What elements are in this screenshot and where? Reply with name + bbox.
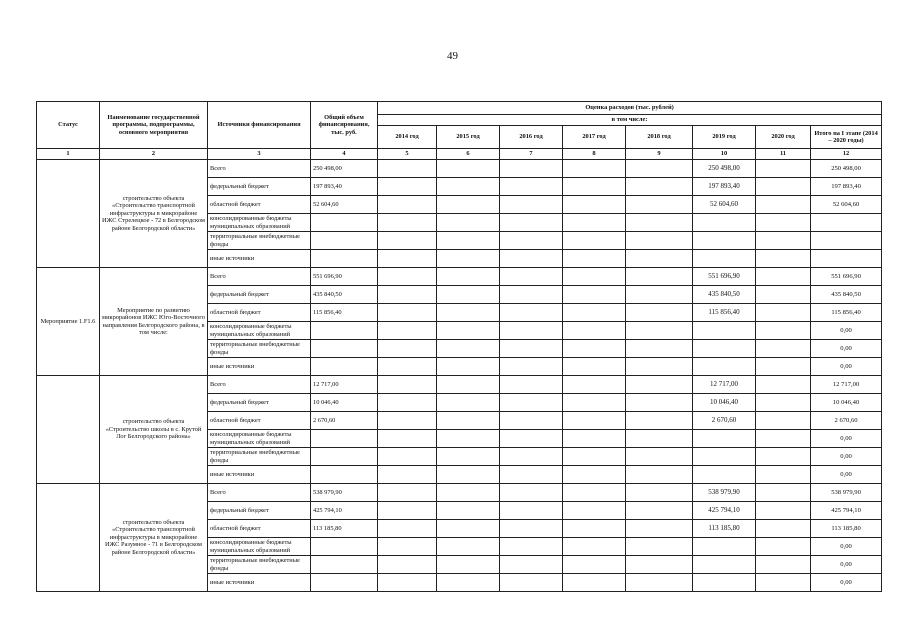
year-value-cell bbox=[626, 214, 693, 232]
year-2020-value-cell bbox=[756, 196, 811, 214]
year-value-cell bbox=[500, 430, 563, 448]
year-value-cell bbox=[437, 268, 500, 286]
stage-total-cell: 52 604,60 bbox=[811, 196, 882, 214]
year-value-cell bbox=[378, 160, 437, 178]
year-2019-value-cell: 12 717,00 bbox=[693, 376, 756, 394]
funding-source-cell: Всего bbox=[208, 268, 311, 286]
year-value-cell bbox=[378, 448, 437, 466]
year-value-cell bbox=[378, 196, 437, 214]
column-number: 12 bbox=[811, 149, 882, 160]
year-value-cell bbox=[500, 574, 563, 592]
funding-source-cell: областной бюджет bbox=[208, 412, 311, 430]
year-2019-value-cell bbox=[693, 250, 756, 268]
total-funding-cell bbox=[311, 448, 378, 466]
year-value-cell bbox=[500, 268, 563, 286]
funding-source-cell: территориальные внебюджетные фонды bbox=[208, 232, 311, 250]
funding-source-cell: Всего bbox=[208, 484, 311, 502]
year-value-cell bbox=[378, 502, 437, 520]
year-value-cell bbox=[563, 466, 626, 484]
year-value-cell bbox=[378, 574, 437, 592]
year-value-cell bbox=[437, 322, 500, 340]
year-2020-value-cell bbox=[756, 484, 811, 502]
year-value-cell bbox=[626, 394, 693, 412]
year-value-cell bbox=[378, 466, 437, 484]
header-total: Общий объем финансирования, тыс. руб. bbox=[311, 102, 378, 149]
year-value-cell bbox=[563, 358, 626, 376]
year-2020-value-cell bbox=[756, 394, 811, 412]
header-estimate: Оценка расходов (тыс. рублей) bbox=[378, 102, 882, 115]
year-value-cell bbox=[626, 538, 693, 556]
total-funding-cell: 2 670,60 bbox=[311, 412, 378, 430]
year-2020-value-cell bbox=[756, 376, 811, 394]
column-number: 7 bbox=[500, 149, 563, 160]
year-value-cell bbox=[437, 484, 500, 502]
year-value-cell bbox=[378, 250, 437, 268]
year-value-cell bbox=[563, 232, 626, 250]
year-value-cell bbox=[500, 178, 563, 196]
year-2020-value-cell bbox=[756, 502, 811, 520]
column-number: 5 bbox=[378, 149, 437, 160]
total-funding-cell: 12 717,00 bbox=[311, 376, 378, 394]
status-cell bbox=[37, 160, 100, 268]
total-funding-cell: 250 498,00 bbox=[311, 160, 378, 178]
year-value-cell bbox=[563, 214, 626, 232]
year-value-cell bbox=[626, 160, 693, 178]
year-value-cell bbox=[500, 232, 563, 250]
year-2019-value-cell bbox=[693, 232, 756, 250]
column-number: 1 bbox=[37, 149, 100, 160]
year-2020-value-cell bbox=[756, 412, 811, 430]
year-value-cell bbox=[626, 448, 693, 466]
year-value-cell bbox=[626, 304, 693, 322]
header-stage-total: Итого на I этапе (2014 – 2020 годы) bbox=[811, 126, 882, 149]
year-value-cell bbox=[437, 520, 500, 538]
year-value-cell bbox=[437, 178, 500, 196]
funding-source-cell: федеральный бюджет bbox=[208, 502, 311, 520]
year-value-cell bbox=[500, 304, 563, 322]
total-funding-cell bbox=[311, 556, 378, 574]
year-value-cell bbox=[378, 340, 437, 358]
year-value-cell bbox=[563, 286, 626, 304]
column-number: 9 bbox=[626, 149, 693, 160]
column-number: 8 bbox=[563, 149, 626, 160]
total-funding-cell bbox=[311, 358, 378, 376]
year-value-cell bbox=[437, 196, 500, 214]
column-number: 4 bbox=[311, 149, 378, 160]
total-funding-cell: 197 893,40 bbox=[311, 178, 378, 196]
year-2019-value-cell bbox=[693, 214, 756, 232]
program-name-cell: Мероприятие по развитию микрорайонов ИЖС Юго-Восточного направления Белгородского района, в том числе: bbox=[100, 268, 208, 376]
stage-total-cell: 0,00 bbox=[811, 538, 882, 556]
total-funding-cell bbox=[311, 574, 378, 592]
year-value-cell bbox=[500, 502, 563, 520]
funding-source-cell: иные источники bbox=[208, 358, 311, 376]
funding-source-cell: областной бюджет bbox=[208, 520, 311, 538]
year-value-cell bbox=[563, 196, 626, 214]
year-value-cell bbox=[437, 250, 500, 268]
year-value-cell bbox=[437, 502, 500, 520]
year-value-cell bbox=[437, 232, 500, 250]
year-value-cell bbox=[378, 538, 437, 556]
year-2019-value-cell bbox=[693, 358, 756, 376]
year-2020-value-cell bbox=[756, 160, 811, 178]
year-value-cell bbox=[378, 232, 437, 250]
year-value-cell bbox=[626, 466, 693, 484]
program-name-cell: строительство объекта «Строительство транспортной инфраструктуры в микрорайоне ИЖС Разумное - 71 в Белгородском районе Белгородской области» bbox=[100, 484, 208, 592]
table-row bbox=[37, 484, 882, 502]
year-value-cell bbox=[563, 394, 626, 412]
year-2019-value-cell bbox=[693, 448, 756, 466]
total-funding-cell: 538 979,90 bbox=[311, 484, 378, 502]
year-2020-value-cell bbox=[756, 178, 811, 196]
year-value-cell bbox=[437, 538, 500, 556]
year-2019-value-cell: 538 979,90 bbox=[693, 484, 756, 502]
total-funding-cell: 113 185,80 bbox=[311, 520, 378, 538]
year-value-cell bbox=[500, 376, 563, 394]
stage-total-cell: 250 498,00 bbox=[811, 160, 882, 178]
year-value-cell bbox=[563, 178, 626, 196]
total-funding-cell bbox=[311, 466, 378, 484]
year-value-cell bbox=[563, 502, 626, 520]
funding-source-cell: Всего bbox=[208, 160, 311, 178]
status-cell bbox=[37, 376, 100, 484]
year-value-cell bbox=[563, 520, 626, 538]
stage-total-cell: 0,00 bbox=[811, 574, 882, 592]
status-cell: Мероприятие 1.F1.6 bbox=[37, 268, 100, 376]
table-row bbox=[37, 376, 882, 394]
funding-source-cell: консолидированные бюджеты муниципальных образований bbox=[208, 430, 311, 448]
budget-table bbox=[36, 101, 882, 592]
year-value-cell bbox=[626, 484, 693, 502]
year-value-cell bbox=[626, 412, 693, 430]
year-value-cell bbox=[437, 358, 500, 376]
year-value-cell bbox=[563, 556, 626, 574]
total-funding-cell: 425 794,10 bbox=[311, 502, 378, 520]
stage-total-cell: 538 979,90 bbox=[811, 484, 882, 502]
column-number: 2 bbox=[100, 149, 208, 160]
year-value-cell bbox=[626, 196, 693, 214]
year-2019-value-cell: 435 840,50 bbox=[693, 286, 756, 304]
total-funding-cell bbox=[311, 430, 378, 448]
year-2020-value-cell bbox=[756, 358, 811, 376]
year-value-cell bbox=[437, 574, 500, 592]
year-value-cell bbox=[378, 430, 437, 448]
year-value-cell bbox=[626, 430, 693, 448]
year-value-cell bbox=[437, 412, 500, 430]
year-2019-value-cell bbox=[693, 340, 756, 358]
year-2019-value-cell bbox=[693, 466, 756, 484]
stage-total-cell: 425 794,10 bbox=[811, 502, 882, 520]
year-2019-value-cell: 52 604,60 bbox=[693, 196, 756, 214]
year-value-cell bbox=[563, 538, 626, 556]
funding-source-cell: консолидированные бюджеты муниципальных образований bbox=[208, 322, 311, 340]
header-year-2015: 2015 год bbox=[437, 126, 500, 149]
year-value-cell bbox=[437, 466, 500, 484]
year-value-cell bbox=[378, 394, 437, 412]
stage-total-cell: 435 840,50 bbox=[811, 286, 882, 304]
header-year-2018: 2018 год bbox=[626, 126, 693, 149]
total-funding-cell: 52 604,60 bbox=[311, 196, 378, 214]
year-value-cell bbox=[437, 448, 500, 466]
year-value-cell bbox=[437, 286, 500, 304]
year-value-cell bbox=[563, 412, 626, 430]
stage-total-cell: 10 046,40 bbox=[811, 394, 882, 412]
header-year-2020: 2020 год bbox=[756, 126, 811, 149]
year-2020-value-cell bbox=[756, 466, 811, 484]
funding-source-cell: территориальные внебюджетные фонды bbox=[208, 448, 311, 466]
year-value-cell bbox=[626, 178, 693, 196]
total-funding-cell bbox=[311, 322, 378, 340]
year-value-cell bbox=[500, 160, 563, 178]
program-name-cell: строительство объекта «Строительство транспортной инфраструктуры в микрорайоне ИЖС Стрелецкое - 72 в Белгородском районе Белгородской области» bbox=[100, 160, 208, 268]
total-funding-cell bbox=[311, 214, 378, 232]
year-value-cell bbox=[626, 502, 693, 520]
year-2020-value-cell bbox=[756, 214, 811, 232]
year-value-cell bbox=[626, 520, 693, 538]
funding-source-cell: иные источники bbox=[208, 574, 311, 592]
year-2020-value-cell bbox=[756, 556, 811, 574]
funding-source-cell: иные источники bbox=[208, 250, 311, 268]
year-2019-value-cell: 425 794,10 bbox=[693, 502, 756, 520]
year-value-cell bbox=[563, 340, 626, 358]
stage-total-cell: 12 717,00 bbox=[811, 376, 882, 394]
year-2020-value-cell bbox=[756, 340, 811, 358]
year-value-cell bbox=[500, 214, 563, 232]
year-value-cell bbox=[437, 214, 500, 232]
year-2020-value-cell bbox=[756, 268, 811, 286]
year-value-cell bbox=[563, 322, 626, 340]
year-value-cell bbox=[500, 358, 563, 376]
year-value-cell bbox=[378, 214, 437, 232]
year-value-cell bbox=[563, 268, 626, 286]
year-value-cell bbox=[626, 574, 693, 592]
total-funding-cell bbox=[311, 250, 378, 268]
funding-source-cell: федеральный бюджет bbox=[208, 286, 311, 304]
year-value-cell bbox=[500, 448, 563, 466]
year-value-cell bbox=[626, 358, 693, 376]
stage-total-cell: 0,00 bbox=[811, 448, 882, 466]
year-2020-value-cell bbox=[756, 304, 811, 322]
year-2019-value-cell: 250 498,00 bbox=[693, 160, 756, 178]
header-including: в том числе: bbox=[378, 115, 882, 126]
total-funding-cell: 435 840,50 bbox=[311, 286, 378, 304]
funding-source-cell: областной бюджет bbox=[208, 304, 311, 322]
year-2019-value-cell bbox=[693, 430, 756, 448]
year-value-cell bbox=[563, 448, 626, 466]
year-value-cell bbox=[563, 250, 626, 268]
table-row bbox=[37, 268, 882, 286]
table-row bbox=[37, 160, 882, 178]
year-value-cell bbox=[626, 268, 693, 286]
header-status: Статус bbox=[37, 102, 100, 149]
header-year-2014: 2014 год bbox=[378, 126, 437, 149]
program-name-cell: строительство объекта «Строительство школы в с. Крутой Лог Белгородского района» bbox=[100, 376, 208, 484]
total-funding-cell bbox=[311, 232, 378, 250]
year-value-cell bbox=[378, 484, 437, 502]
year-value-cell bbox=[626, 322, 693, 340]
year-value-cell bbox=[378, 412, 437, 430]
year-value-cell bbox=[378, 178, 437, 196]
year-value-cell bbox=[500, 322, 563, 340]
year-2019-value-cell bbox=[693, 556, 756, 574]
year-value-cell bbox=[626, 286, 693, 304]
funding-source-cell: консолидированные бюджеты муниципальных образований bbox=[208, 214, 311, 232]
header-source: Источники финансирования bbox=[208, 102, 311, 149]
year-2020-value-cell bbox=[756, 286, 811, 304]
column-number: 6 bbox=[437, 149, 500, 160]
year-value-cell bbox=[626, 232, 693, 250]
stage-total-cell bbox=[811, 214, 882, 232]
stage-total-cell bbox=[811, 250, 882, 268]
year-value-cell bbox=[500, 520, 563, 538]
year-value-cell bbox=[378, 520, 437, 538]
year-value-cell bbox=[500, 286, 563, 304]
total-funding-cell: 551 696,90 bbox=[311, 268, 378, 286]
year-2019-value-cell: 10 046,40 bbox=[693, 394, 756, 412]
total-funding-cell: 10 046,40 bbox=[311, 394, 378, 412]
year-value-cell bbox=[437, 556, 500, 574]
year-2020-value-cell bbox=[756, 538, 811, 556]
column-number: 10 bbox=[693, 149, 756, 160]
year-2020-value-cell bbox=[756, 430, 811, 448]
year-value-cell bbox=[563, 484, 626, 502]
funding-source-cell: Всего bbox=[208, 376, 311, 394]
funding-source-cell: консолидированные бюджеты муниципальных образований bbox=[208, 538, 311, 556]
total-funding-cell bbox=[311, 340, 378, 358]
stage-total-cell: 113 185,80 bbox=[811, 520, 882, 538]
funding-source-cell: федеральный бюджет bbox=[208, 394, 311, 412]
funding-source-cell: территориальные внебюджетные фонды bbox=[208, 340, 311, 358]
year-2019-value-cell: 113 185,80 bbox=[693, 520, 756, 538]
funding-source-cell: иные источники bbox=[208, 466, 311, 484]
year-2019-value-cell: 551 696,90 bbox=[693, 268, 756, 286]
column-number-row bbox=[37, 149, 882, 160]
column-number: 3 bbox=[208, 149, 311, 160]
year-value-cell bbox=[437, 160, 500, 178]
year-2019-value-cell bbox=[693, 538, 756, 556]
stage-total-cell: 0,00 bbox=[811, 322, 882, 340]
header-name: Наименование государственной программы, подпрограммы, основного мероприятия bbox=[100, 102, 208, 149]
header-year-2019: 2019 год bbox=[693, 126, 756, 149]
year-value-cell bbox=[500, 538, 563, 556]
year-value-cell bbox=[378, 376, 437, 394]
total-funding-cell bbox=[311, 538, 378, 556]
year-value-cell bbox=[626, 340, 693, 358]
header-year-2017: 2017 год bbox=[563, 126, 626, 149]
year-value-cell bbox=[378, 358, 437, 376]
year-value-cell bbox=[626, 376, 693, 394]
column-number: 11 bbox=[756, 149, 811, 160]
year-value-cell bbox=[563, 376, 626, 394]
year-value-cell bbox=[437, 394, 500, 412]
stage-total-cell: 0,00 bbox=[811, 358, 882, 376]
year-value-cell bbox=[563, 160, 626, 178]
year-value-cell bbox=[378, 304, 437, 322]
stage-total-cell: 0,00 bbox=[811, 466, 882, 484]
year-2020-value-cell bbox=[756, 250, 811, 268]
year-2020-value-cell bbox=[756, 520, 811, 538]
header-year-2016: 2016 год bbox=[500, 126, 563, 149]
year-value-cell bbox=[437, 304, 500, 322]
stage-total-cell: 0,00 bbox=[811, 556, 882, 574]
year-value-cell bbox=[563, 304, 626, 322]
stage-total-cell: 115 856,40 bbox=[811, 304, 882, 322]
year-2020-value-cell bbox=[756, 322, 811, 340]
year-value-cell bbox=[500, 484, 563, 502]
year-2020-value-cell bbox=[756, 448, 811, 466]
stage-total-cell: 197 893,40 bbox=[811, 178, 882, 196]
funding-source-cell: федеральный бюджет bbox=[208, 178, 311, 196]
year-2020-value-cell bbox=[756, 574, 811, 592]
year-2019-value-cell: 115 856,40 bbox=[693, 304, 756, 322]
year-value-cell bbox=[437, 340, 500, 358]
year-2019-value-cell: 197 893,40 bbox=[693, 178, 756, 196]
year-value-cell bbox=[563, 574, 626, 592]
year-value-cell bbox=[500, 196, 563, 214]
year-value-cell bbox=[500, 250, 563, 268]
year-value-cell bbox=[500, 466, 563, 484]
year-value-cell bbox=[378, 286, 437, 304]
status-cell bbox=[37, 484, 100, 592]
year-value-cell bbox=[500, 556, 563, 574]
funding-source-cell: областной бюджет bbox=[208, 196, 311, 214]
stage-total-cell: 0,00 bbox=[811, 430, 882, 448]
year-value-cell bbox=[500, 394, 563, 412]
year-value-cell bbox=[626, 250, 693, 268]
year-value-cell bbox=[378, 556, 437, 574]
stage-total-cell: 0,00 bbox=[811, 340, 882, 358]
stage-total-cell: 551 696,90 bbox=[811, 268, 882, 286]
page-number: 49 bbox=[447, 50, 458, 62]
year-value-cell bbox=[563, 430, 626, 448]
year-2019-value-cell bbox=[693, 322, 756, 340]
total-funding-cell: 115 856,40 bbox=[311, 304, 378, 322]
year-value-cell bbox=[378, 322, 437, 340]
year-value-cell bbox=[437, 430, 500, 448]
stage-total-cell bbox=[811, 232, 882, 250]
year-2019-value-cell: 2 670,60 bbox=[693, 412, 756, 430]
year-value-cell bbox=[626, 556, 693, 574]
year-value-cell bbox=[500, 340, 563, 358]
stage-total-cell: 2 670,60 bbox=[811, 412, 882, 430]
funding-source-cell: территориальные внебюджетные фонды bbox=[208, 556, 311, 574]
year-value-cell bbox=[378, 268, 437, 286]
year-2020-value-cell bbox=[756, 232, 811, 250]
year-2019-value-cell bbox=[693, 574, 756, 592]
year-value-cell bbox=[500, 412, 563, 430]
year-value-cell bbox=[437, 376, 500, 394]
